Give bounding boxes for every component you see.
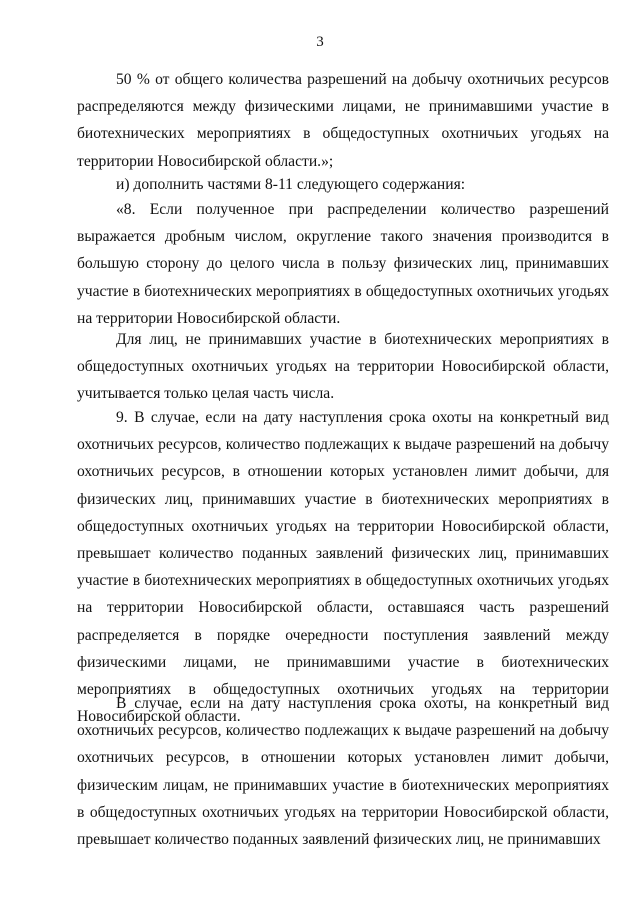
page-number: 3 xyxy=(316,34,324,50)
paragraph-6: В случае, если на дату наступления срока охоты, на конкретный вид охотничьих ресурсов, количество подлежащих к выдаче разрешений на добычу охотничьих ресурсов, в отношении которых установлен лимит добычи, физическим лицам, не принимавших участие в биотехнических мероприятиях в общедоступных охотничьих угодьях на территории Новосибирской области, превышает количество поданных заявлений физических лиц, не принимавших xyxy=(77,695,609,849)
paragraph-1: 50 % от общего количества разрешений на добычу охотничьих ресурсов распределяются между физическими лицами, не принимавшими участие в биотехнических мероприятиях в общедоступных охотничьих угодьях на территории Новосибирской области.»; xyxy=(77,71,609,170)
paragraph-3: «8. Если полученное при распределении количество разрешений выражается дробным числом, округление такого значения производится в большую сторону до целого числа в пользу физических лиц, принимавших участие в биотехнических мероприятиях в общедоступных охотничьих угодьях на территории Новосибирской области. xyxy=(77,201,609,327)
paragraph-5: 9. В случае, если на дату наступления срока охоты на конкретный вид охотничьих ресурсов, количество подлежащих к выдаче разрешений на добычу охотничьих ресурсов, в отношении которых установлен лимит добычи, для физических лиц, принимавших участие в биотехнических мероприятиях в общедоступных охотничьих угодьях на территории Новосибирской области, превышает количество поданных заявлений физических лиц, принимавших участие в биотехнических мероприятиях в общедоступных охотничьих угодьях на территории Новосибирской области, оставшаяся часть разрешений распределяется в порядке очередности поступления заявлений между физическими лицами, не принимавшими участие в биотехнических мероприятиях в общедоступных охотничьих угодьях на территории Новосибирской области. xyxy=(77,409,609,726)
paragraph-4: Для лиц, не принимавших участие в биотехнических мероприятиях в общедоступных охотничьих угодьях на территории Новосибирской области, учитывается только целая часть числа. xyxy=(77,331,609,403)
paragraph-2: и) дополнить частями 8-11 следующего содержания: xyxy=(116,176,466,193)
